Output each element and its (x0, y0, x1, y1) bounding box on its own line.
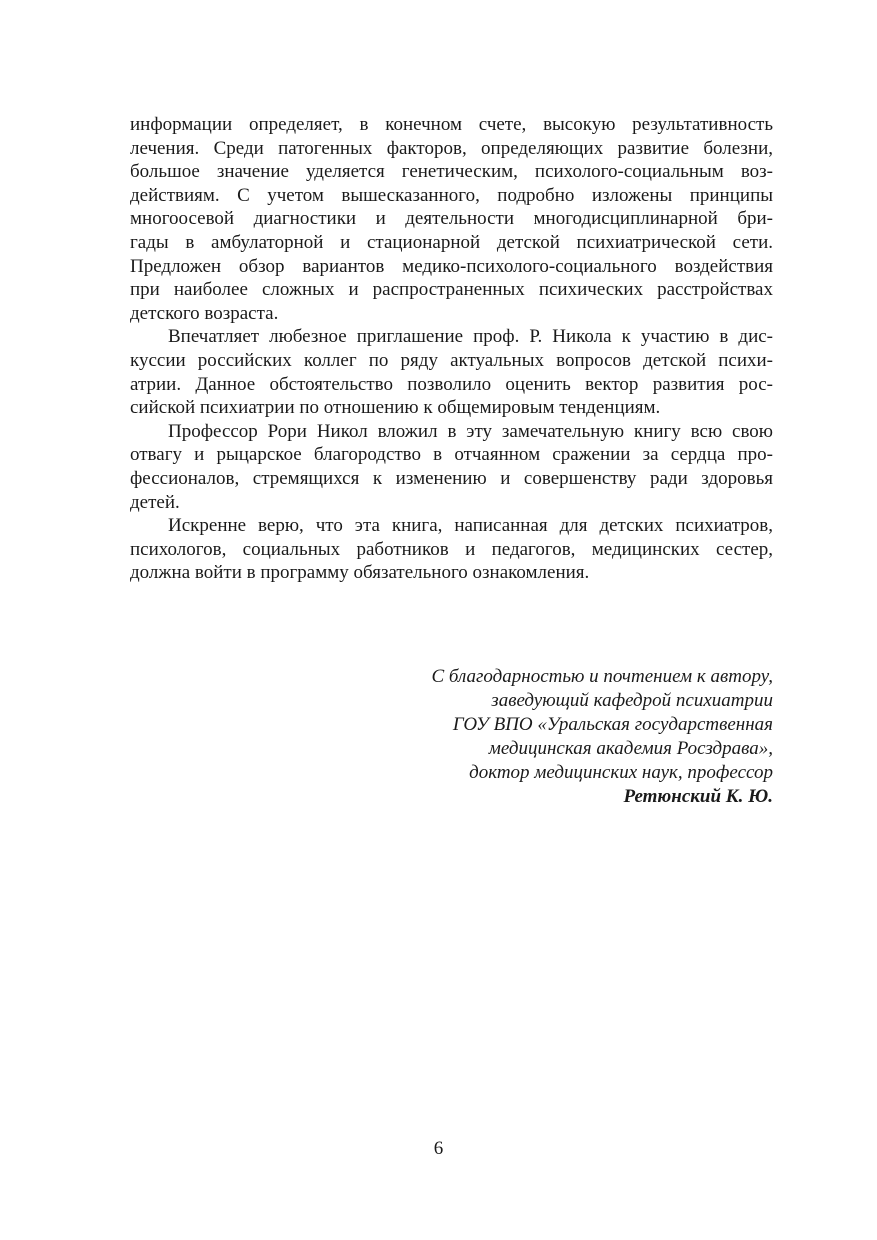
paragraph-3 (130, 420, 773, 514)
signature-line: заведующий кафедрой психиатрии (491, 690, 773, 711)
text-line: при наиболее сложных и распространенных психических расстройствах (130, 279, 773, 301)
text-line: психологов, социальных работников и педагогов, медицинских сестер, (130, 538, 773, 560)
text-line: должна войти в программу обязательного ознакомления. (130, 562, 590, 584)
text-line: гады в амбулаторной и стационарной детской психиатрической сети. (130, 231, 773, 253)
signature-author-name: Ретюнский К. Ю. (623, 786, 773, 807)
text-line: отвагу и рыцарское благородство в отчаянном сражении за сердца про- (130, 444, 773, 466)
signature-line: ГОУ ВПО «Уральская государственная (452, 714, 773, 735)
paragraph-1 (130, 113, 773, 325)
text-line: детей. (130, 491, 180, 513)
text-line: большое значение уделяется генетическим, психолого-социальным воз- (130, 161, 773, 183)
text-line: куссии российских коллег по ряду актуальных вопросов детской психи- (130, 349, 773, 371)
body-text (130, 113, 773, 585)
text-line: Искренне верю, что эта книга, написанная для детских психиатров, (168, 515, 773, 537)
text-line: Предложен обзор вариантов медико-психолого-социального воздействия (130, 255, 773, 277)
text-line: информации определяет, в конечном счете, высокую результативность (130, 114, 773, 135)
text-line: многоосевой диагностики и деятельности многодисциплинарной бри- (130, 208, 773, 230)
text-line: атрии. Данное обстоятельство позволило оценить вектор развития рос- (130, 373, 773, 395)
signature-line: С благодарностью и почтением к автору, (431, 666, 773, 687)
text-line: Впечатляет любезное приглашение проф. Р. Никола к участию в дис- (168, 326, 773, 348)
signature-line: медицинская академия Росздрава», (488, 738, 773, 759)
text-line: фессионалов, стремящихся к изменению и совершенству ради здоровья (130, 467, 773, 489)
text-line: лечения. Среди патогенных факторов, определяющих развитие болезни, (130, 137, 773, 159)
paragraph-4 (130, 514, 773, 585)
text-line: Профессор Рори Никол вложил в эту замечательную книгу всю свою (168, 420, 773, 442)
signature-line: доктор медицинских наук, профессор (469, 762, 773, 783)
signature-block (432, 665, 774, 809)
paragraph-2 (130, 325, 773, 419)
text-line: детского возраста. (130, 302, 279, 324)
page-number: 6 (433, 1138, 444, 1159)
text-line: сийской психиатрии по отношению к общемировым тенденциям. (130, 397, 661, 419)
text-line: действиям. С учетом вышесказанного, подробно изложены принципы (130, 184, 773, 206)
